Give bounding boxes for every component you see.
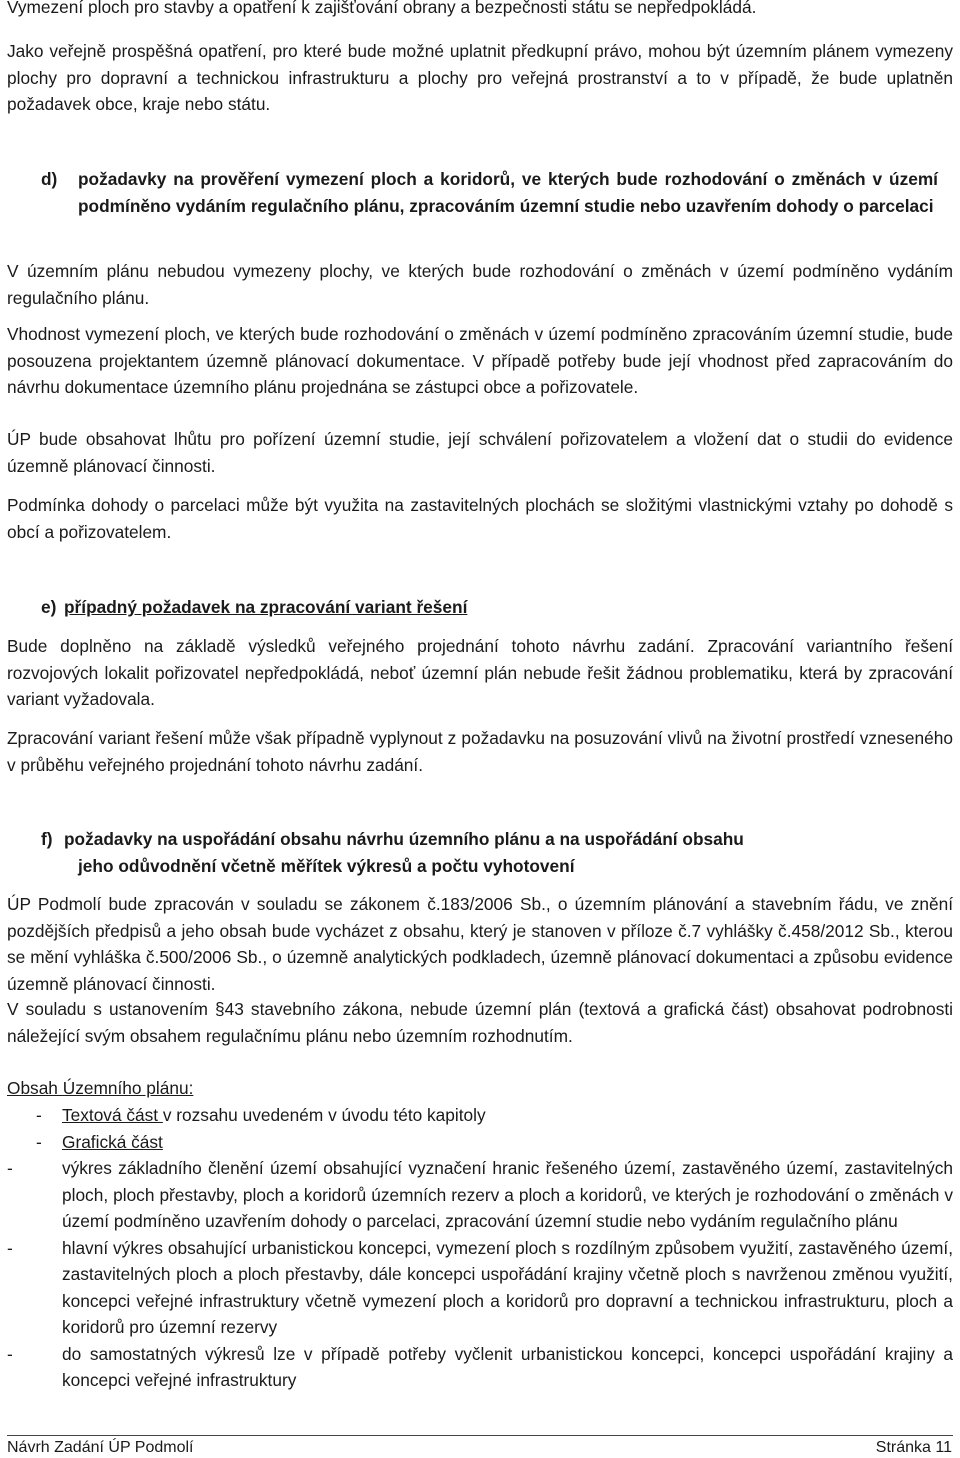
footer-document-title: Návrh Zadání ÚP Podmolí <box>7 1439 194 1456</box>
section-e-paragraph-2: Zpracování variant řešení může však případně vyplynout z požadavku na posuzování vlivů na životní prostředí vzneseného v průběhu veřejného projednání tohoto návrhu zadání. <box>7 728 953 775</box>
section-d-paragraph-1: V územním plánu nebudou vymezeny plochy, ve kterých bude rozhodování o změnách v území podmíněno vydáním regulačního plánu. <box>7 261 953 308</box>
list-item-textual-part: - Textová část v rozsahu uvedeném v úvodu této kapitoly <box>36 1105 486 1125</box>
section-f-title-line-2: jeho odůvodnění včetně měřítek výkresů a počtu vyhotovení <box>78 856 575 876</box>
paragraph-defense: Vymezení ploch pro stavby a opatření k zajišťování obrany a bezpečnosti státu se nepředpokládá. <box>7 0 757 17</box>
contents-list-drawings <box>7 1155 953 1394</box>
footer-divider <box>7 1435 953 1436</box>
list-item-main-drawing: - hlavní výkres obsahující urbanistickou koncepci, vymezení ploch s rozdílným způsobem využití, zastavěného území, zastavitelných ploch a ploch přestavby, dále koncepci uspořádání krajiny včetně ploch s navrženou změnou využití, koncepci veřejné infrastruktury včetně vymezení ploch a koridorů pro dopravní a technickou infrastrukturu, ploch a koridorů pro územní rezervy <box>7 1237 953 1337</box>
section-f-paragraph-1: ÚP Podmolí bude zpracován v souladu se zákonem č.183/2006 Sb., o územním plánování a stavebním řádu, ve znění pozdějších předpisů a jeho obsah bude vycházet z obsahu, který je stanoven v příloze č.7 vyhlášky č.458/2012 Sb., kterou se mění vyhláška č.500/2006 Sb., o územně analytických podkladech, územně plánovací dokumentaci a způsobu evidence územně plánovací činnosti. <box>7 894 953 994</box>
list-item-graphic-part: - Grafická část <box>36 1131 163 1152</box>
section-d-heading <box>41 166 938 220</box>
list-item-separate-drawings: - do samostatných výkresů lze v případě potřeby vyčlenit urbanistickou koncepci, koncepci uspořádání krajiny a koncepci veřejné infrastruktury <box>7 1343 953 1390</box>
section-d-paragraph-4: Podmínka dohody o parcelaci může být využita na zastavitelných plochách se složitými vlastnickými vztahy po dohodě s obcí a pořizovatelem. <box>7 495 953 542</box>
list-item-basic-division-drawing: - výkres základního členění území obsahující vyznačení hranic řešeného území, zastavěného území, zastavitelných ploch, ploch přestavby, ploch a koridorů územních rezerv a ploch a koridorů, ve kterých je rozhodování o změnách v území podmíněno uzavřením dohody o parcelaci, zpracování územní studie nebo vydáním regulačního plánu <box>7 1158 953 1231</box>
section-f-title-line-1: požadavky na uspořádání obsahu návrhu územního plánu a na uspořádání obsahu <box>64 829 744 849</box>
section-e-label: e) <box>41 597 57 617</box>
section-f-paragraph-2: V souladu s ustanovením §43 stavebního zákona, nebude územní plán (textová a grafická část) obsahovat podrobnosti náležející svým obsahem regulačnímu plánu nebo územním rozhodnutím. <box>7 999 953 1046</box>
section-d-title: požadavky na prověření vymezení ploch a koridorů, ve kterých bude rozhodování o změnách v území podmíněno vydáním regulačního plánu, zpracováním územní studie nebo uzavřením dohody o parcelaci <box>78 169 938 216</box>
section-e-paragraph-1: Bude doplněno na základě výsledků veřejného projednání tohoto návrhu zadání. Zpracování variantního řešení rozvojových lokalit pořizovatel nepředpokládá, neboť územní plán nebude řešit žádnou problematiku, která by zpracování variant vyžadovala. <box>7 636 953 709</box>
contents-heading: Obsah Územního plánu: <box>7 1078 194 1098</box>
section-d-label: d) <box>41 169 58 189</box>
section-d-paragraph-2: Vhodnost vymezení ploch, ve kterých bude rozhodování o změnách v území podmíněno zpracováním územní studie, bude posouzena projektantem územně plánovací dokumentace. V případě potřeby bude její vhodnost před zapracováním do návrhu dokumentace územního plánu projednána se zástupci obce a pořizovatele. <box>7 324 953 397</box>
section-f-label: f) <box>41 829 53 849</box>
section-e-title: případný požadavek na zpracování variant řešení <box>64 597 468 617</box>
contents-list-parts <box>36 1102 953 1155</box>
paragraph-public-benefit: Jako veřejně prospěšná opatření, pro které bude možné uplatnit předkupní právo, mohou být územním plánem vymezeny plochy pro dopravní a technickou infrastrukturu a plochy pro veřejná prostranství a to v případě, že bude uplatněn požadavek obce, kraje nebo státu. <box>7 41 953 114</box>
section-d-paragraph-3: ÚP bude obsahovat lhůtu pro pořízení územní studie, její schválení pořizovatelem a vložení dat o studii do evidence územně plánovací činnosti. <box>7 429 953 476</box>
footer-page-number: Stránka 11 <box>875 1439 952 1456</box>
section-e-heading <box>41 594 764 621</box>
